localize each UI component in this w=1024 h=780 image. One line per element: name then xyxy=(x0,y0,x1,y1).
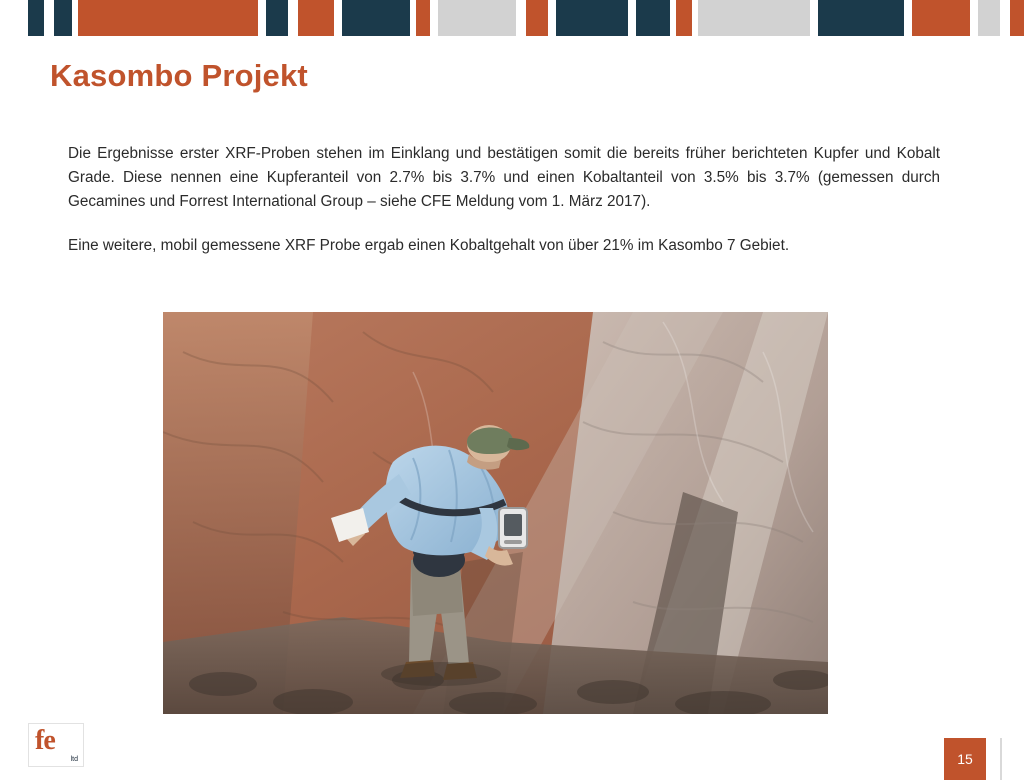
top-bar-segment xyxy=(818,0,904,36)
slide-body xyxy=(68,142,940,279)
top-bar-segment xyxy=(1000,0,1010,36)
top-bar-segment xyxy=(556,0,628,36)
paragraph-1: Die Ergebnisse erster XRF-Proben stehen im Einklang und bestätigen somit die bereits früher berichteten Kupfer und Kobalt Grade. Diese nennen eine Kupferanteil von 2.7% bis 3.7% und einen Kobaltanteil von 3.5% bis 3.7% (gemessen durch Gecamines und Forrest International Group – siehe CFE Meldung vom 1. März 2017). xyxy=(68,145,940,211)
top-bar-segment xyxy=(1010,0,1024,36)
top-bar-segment xyxy=(978,0,1000,36)
top-bar-segment xyxy=(970,0,978,36)
top-bar-segment xyxy=(698,0,810,36)
top-bar-segment xyxy=(516,0,526,36)
top-bar-segment xyxy=(416,0,430,36)
company-logo xyxy=(28,723,84,767)
top-bar-segment xyxy=(0,0,28,36)
top-bar-segment xyxy=(676,0,692,36)
top-bar-segment xyxy=(266,0,288,36)
top-decorative-bar xyxy=(0,0,1024,36)
top-bar-segment xyxy=(298,0,334,36)
top-bar-segment xyxy=(526,0,548,36)
photo-geologist-sampling xyxy=(163,312,828,714)
top-bar-segment xyxy=(44,0,54,36)
top-bar-segment xyxy=(438,0,516,36)
top-bar-segment xyxy=(912,0,970,36)
top-bar-segment xyxy=(288,0,298,36)
top-bar-segment xyxy=(78,0,258,36)
top-bar-segment xyxy=(334,0,342,36)
top-bar-segment xyxy=(28,0,44,36)
top-bar-segment xyxy=(636,0,670,36)
paragraph-2: Eine weitere, mobil gemessene XRF Probe ergab einen Kobaltgehalt von über 21% im Kasombo 7 Gebiet. xyxy=(68,237,790,255)
page-title: Kasombo Projekt xyxy=(50,58,308,93)
top-bar-segment xyxy=(548,0,556,36)
top-bar-segment xyxy=(258,0,266,36)
page-number-badge: 15 xyxy=(944,738,986,780)
page-number-rule xyxy=(1000,738,1002,780)
top-bar-segment xyxy=(342,0,410,36)
logo-mark: fe xyxy=(35,725,55,756)
top-bar-segment xyxy=(628,0,636,36)
top-bar-segment xyxy=(430,0,438,36)
logo-suffix: ltd xyxy=(70,756,78,763)
top-bar-segment xyxy=(904,0,912,36)
photo-illustration xyxy=(163,312,828,714)
top-bar-segment xyxy=(810,0,818,36)
top-bar-segment xyxy=(54,0,72,36)
